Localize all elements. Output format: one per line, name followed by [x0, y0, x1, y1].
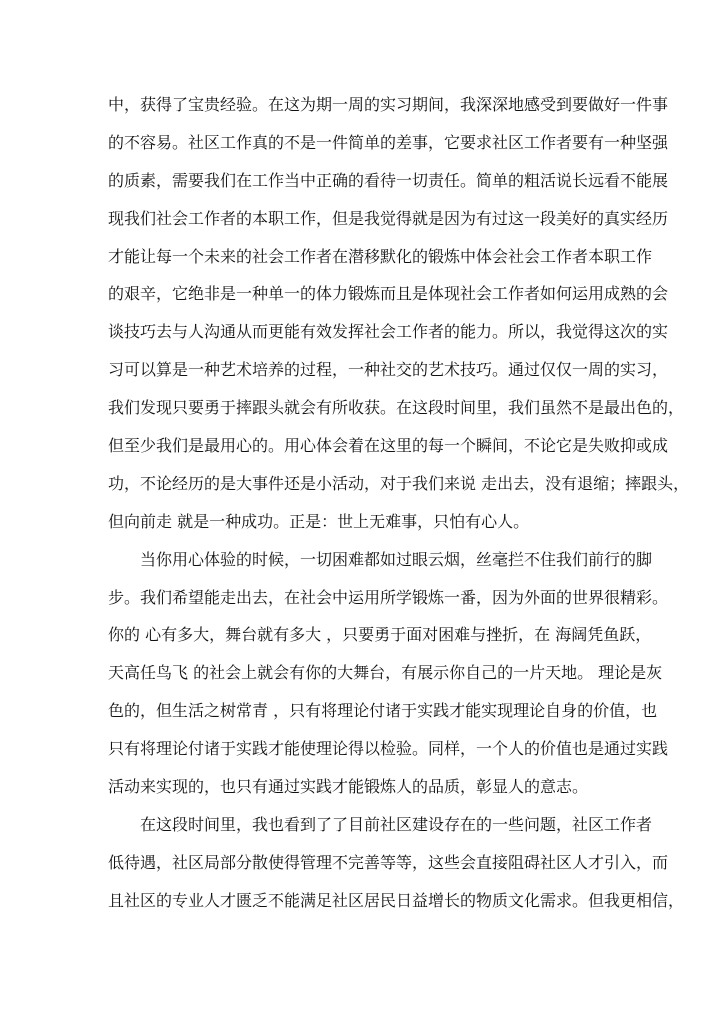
- text-line: 活动来实现的，也只有通过实践才能锻炼人的品质，彰显人的意志。: [108, 777, 589, 797]
- text-line: 步。我们希望能走出去，在社会中运用所学锻炼一番，因为外面的世界很精彩。: [108, 587, 669, 607]
- text-line: 现我们社会工作者的本职工作，但是我觉得就是因为有过这一段美好的真实经历: [108, 208, 669, 228]
- paragraph-first-line: 当你用心体验的时候，一切困难都如过眼云烟，丝毫拦不住我们前行的脚: [140, 549, 653, 569]
- text-line: 但至少我们是最用心的。用心体会着在这里的每一个瞬间，不论它是失败抑或成: [108, 436, 669, 456]
- text-line: 的艰辛，它绝非是一种单一的体力锻炼而且是体现社会工作者如何运用成熟的会: [108, 284, 669, 304]
- paragraph-first-line: 在这段时间里，我也看到了了目前社区建设存在的一些问题，社区工作者: [140, 814, 653, 834]
- text-line: 色的，但生活之树常青 ，只有将理论付诸于实践才能实现理论自身的价值，也: [108, 701, 658, 721]
- text-line: 你的 心有多大，舞台就有多大 ，只要勇于面对困难与挫折，在 海阔凭鱼跃，: [108, 625, 652, 645]
- text-line: 天高任鸟飞 的社会上就会有你的大舞台，有展示你自己的一片天地。 理论是灰: [108, 663, 663, 683]
- text-line: 的不容易。社区工作真的不是一件简单的差事，它要求社区工作者要有一种坚强: [108, 132, 669, 152]
- text-line: 的质素，需要我们在工作当中正确的看待一切责任。简单的粗活说长远看不能展: [108, 170, 669, 190]
- text-line: 低待遇，社区局部分散使得管理不完善等等，这些会直接阻碍社区人才引入，而: [108, 852, 669, 872]
- text-line: 谈技巧去与人沟通从而更能有效发挥社会工作者的能力。所以，我觉得这次的实: [108, 322, 669, 342]
- text-line: 但向前走 就是一种成功。正是：世上无难事，只怕有心人。: [108, 511, 530, 531]
- text-line: 才能让每一个未来的社会工作者在潜移默化的锻炼中体会社会工作者本职工作: [108, 246, 653, 266]
- text-line: 我们发现只要勇于摔跟头就会有所收获。在这段时间里，我们虽然不是最出色的，: [108, 398, 685, 418]
- text-line: 只有将理论付诸于实践才能使理论得以检验。同样，一个人的价值也是通过实践: [108, 739, 669, 759]
- text-line: 且社区的专业人才匮乏不能满足社区居民日益增长的物质文化需求。但我更相信，: [108, 890, 685, 910]
- text-line: 中，获得了宝贵经验。在这为期一周的实习期间，我深深地感受到要做好一件事: [108, 95, 669, 114]
- text-line: 习可以算是一种艺术培养的过程，一种社交的艺术技巧。通过仅仅一周的实习，: [108, 360, 669, 380]
- body-text: [108, 86, 690, 920]
- text-line: 功，不论经历的是大事件还是小活动，对于我们来说 走出去，没有退缩；摔跟头，: [108, 473, 690, 493]
